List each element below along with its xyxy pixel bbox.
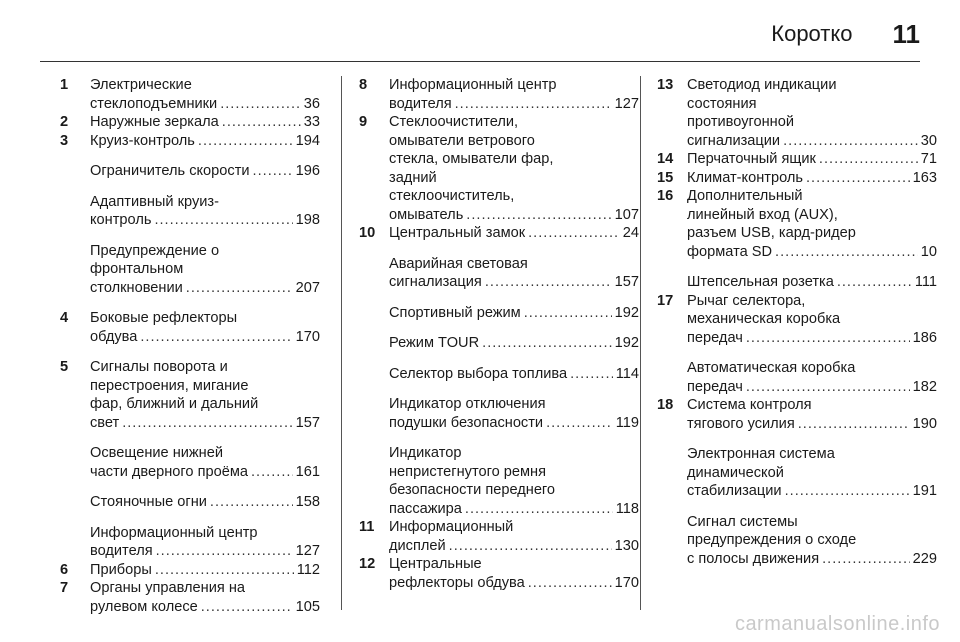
entry-text: Перчаточный ящик xyxy=(687,151,816,167)
toc-entry[interactable] xyxy=(40,358,320,432)
entry-text: тягового усилия xyxy=(687,415,795,432)
page-ref[interactable]: 30 xyxy=(920,132,937,149)
page-ref[interactable]: 10 xyxy=(920,243,937,260)
entry-text: передач xyxy=(687,378,743,395)
toc-entry[interactable] xyxy=(359,518,639,555)
dot-leader xyxy=(775,243,918,262)
entry-text-line: динамической xyxy=(687,464,784,481)
entry-text-line: Органы управления на xyxy=(90,580,246,596)
entry-number: 1 xyxy=(60,77,69,93)
entry-text-line: Индикатор xyxy=(389,445,462,461)
page-ref[interactable]: 130 xyxy=(614,537,639,554)
page-ref[interactable]: 190 xyxy=(912,415,937,432)
page-ref[interactable]: 111 xyxy=(914,274,937,290)
entry-last-line xyxy=(90,414,320,433)
page-ref[interactable]: 163 xyxy=(912,169,937,186)
watermark: carmanualsonline.info xyxy=(734,613,940,635)
toc-entry[interactable] xyxy=(359,395,639,432)
entry-text: пассажира xyxy=(389,500,462,517)
entry-last-line xyxy=(687,243,937,262)
entry-last-line xyxy=(687,169,937,188)
toc-entry[interactable] xyxy=(359,365,639,384)
column-divider xyxy=(341,76,342,610)
entry-number: 15 xyxy=(657,169,674,186)
column-divider xyxy=(640,76,641,610)
dot-leader xyxy=(154,211,292,230)
dot-leader xyxy=(783,132,918,151)
page-ref[interactable]: 127 xyxy=(614,95,639,112)
toc-entry[interactable] xyxy=(359,224,639,243)
entry-number: 4 xyxy=(60,310,69,326)
entry-last-line xyxy=(90,279,320,298)
page-header xyxy=(40,14,920,54)
entry-last-line xyxy=(687,378,937,397)
entry-text: водителя xyxy=(90,543,153,559)
page-ref[interactable]: 191 xyxy=(912,483,937,499)
entry-text-line: Рычаг селектора, xyxy=(687,292,806,309)
entry-text-line: стеклоочиститель, xyxy=(389,188,515,204)
page-ref[interactable]: 196 xyxy=(295,163,320,179)
dot-leader xyxy=(546,414,613,433)
entry-last-line xyxy=(90,328,320,347)
dot-leader xyxy=(485,273,612,292)
entry-text-line: фар, ближний и дальний xyxy=(90,396,259,412)
entry-last-line xyxy=(389,273,639,292)
page-ref[interactable]: 186 xyxy=(912,329,937,346)
page-ref[interactable]: 119 xyxy=(615,414,639,431)
toc-entry[interactable] xyxy=(657,396,937,433)
toc-entry[interactable] xyxy=(657,445,937,501)
entry-text-line: безопасности переднего xyxy=(389,482,556,498)
entry-text-line: разъем USB, кард-ридер xyxy=(687,225,856,241)
entry-number: 5 xyxy=(60,359,69,375)
entry-last-line xyxy=(90,598,320,617)
entry-last-line xyxy=(389,414,639,433)
dot-leader xyxy=(140,328,292,347)
dot-leader xyxy=(201,598,293,617)
toc-entry[interactable] xyxy=(657,169,937,188)
page-ref[interactable]: 207 xyxy=(295,279,320,296)
entry-text: части дверного проёма xyxy=(90,463,248,480)
entry-text-line: Стеклоочистители, xyxy=(389,114,519,130)
entry-last-line xyxy=(389,95,639,114)
entry-last-line xyxy=(687,273,937,292)
entry-text-line: Электронная система xyxy=(687,446,835,462)
toc-entry[interactable] xyxy=(40,524,320,561)
entry-text: Спортивный режим xyxy=(389,304,521,321)
entry-text-line: Аварийная световая xyxy=(389,255,528,272)
entry-text: сигнализации xyxy=(687,132,781,149)
dot-leader xyxy=(222,113,301,132)
page-ref[interactable]: 194 xyxy=(295,132,320,149)
entry-text: Ограничитель скорости xyxy=(90,163,250,179)
toc-entry[interactable] xyxy=(40,132,320,151)
toc-entry[interactable] xyxy=(657,76,937,150)
entry-last-line xyxy=(687,150,937,169)
toc-entry[interactable] xyxy=(657,359,937,396)
dot-leader xyxy=(251,463,293,482)
page-ref[interactable]: 157 xyxy=(295,414,320,431)
toc-entry[interactable] xyxy=(359,444,639,518)
toc-entry[interactable] xyxy=(40,444,320,481)
entry-text: передач xyxy=(687,329,743,346)
entry-text-line: омыватели ветрового xyxy=(389,132,535,149)
entry-last-line xyxy=(389,334,639,353)
toc-entry[interactable] xyxy=(40,76,320,113)
entry-text-line: противоугонной xyxy=(687,114,794,130)
entry-text-line: предупреждения о сходе xyxy=(687,532,857,548)
toc-entry[interactable] xyxy=(359,76,639,113)
dot-leader xyxy=(819,150,918,169)
entry-last-line xyxy=(687,550,937,569)
entry-text: с полосы движения xyxy=(687,550,820,567)
toc-entry[interactable] xyxy=(40,579,320,616)
entry-text-line: Информационный xyxy=(389,519,514,535)
entry-number: 10 xyxy=(359,225,376,241)
entry-text: рефлекторы обдува xyxy=(389,574,525,591)
entry-last-line xyxy=(687,415,937,434)
entry-text: свет xyxy=(90,414,120,431)
page-ref[interactable]: 114 xyxy=(615,365,639,382)
toc-entry[interactable] xyxy=(359,304,639,323)
entry-text-line: Индикатор отключения xyxy=(389,396,546,412)
page-ref[interactable]: 157 xyxy=(614,274,639,290)
entry-number: 8 xyxy=(359,77,368,93)
dot-leader xyxy=(198,132,293,151)
entry-text: Климат-контроль xyxy=(687,169,803,186)
page-ref[interactable]: 198 xyxy=(295,212,320,228)
entry-text-line: непристегнутого ремня xyxy=(389,463,546,480)
entry-text-line: Освещение нижней xyxy=(90,445,223,461)
toc-column-3 xyxy=(657,76,937,568)
dot-leader xyxy=(524,304,612,323)
toc-entry[interactable] xyxy=(359,255,639,292)
page-ref[interactable]: 161 xyxy=(295,463,320,480)
dot-leader xyxy=(806,169,910,188)
dot-leader xyxy=(746,329,910,348)
entry-last-line xyxy=(389,304,639,323)
entry-text: дисплей xyxy=(389,537,446,554)
toc-entry[interactable] xyxy=(40,309,320,346)
dot-leader xyxy=(837,273,912,292)
dot-leader xyxy=(455,95,612,114)
entry-text-line: перестроения, мигание xyxy=(90,377,249,394)
entry-text-line: Сигналы поворота и xyxy=(90,359,228,375)
page-ref[interactable]: 182 xyxy=(912,378,937,395)
page-ref[interactable]: 118 xyxy=(615,500,639,517)
page-ref[interactable]: 158 xyxy=(295,494,320,510)
toc-entry[interactable] xyxy=(40,113,320,132)
dot-leader xyxy=(785,482,910,501)
entry-number: 18 xyxy=(657,397,674,413)
entry-text: Штепсельная розетка xyxy=(687,274,834,290)
entry-last-line xyxy=(90,95,320,114)
entry-number: 13 xyxy=(657,77,674,93)
dot-leader xyxy=(570,365,613,384)
dot-leader xyxy=(465,500,613,519)
toc-entry[interactable] xyxy=(359,555,639,592)
page-ref[interactable]: 33 xyxy=(303,114,320,130)
toc-entry[interactable] xyxy=(40,561,320,580)
entry-last-line xyxy=(90,162,320,181)
page-ref[interactable]: 229 xyxy=(912,550,937,567)
dot-leader xyxy=(482,334,612,353)
entry-text: Режим TOUR xyxy=(389,335,480,351)
toc-entry[interactable] xyxy=(40,242,320,298)
page-ref[interactable]: 112 xyxy=(296,561,320,578)
entry-text: рулевом колесе xyxy=(90,598,198,615)
entry-text-line: Боковые рефлекторы xyxy=(90,310,238,326)
entry-text-line: линейный вход (AUX), xyxy=(687,206,838,223)
toc-entry[interactable] xyxy=(657,513,937,569)
entry-text: Наружные зеркала xyxy=(90,114,219,130)
toc-column-1 xyxy=(40,76,320,616)
dot-leader xyxy=(186,279,293,298)
entry-last-line xyxy=(687,329,937,348)
entry-number: 7 xyxy=(60,580,69,596)
entry-last-line xyxy=(90,561,320,580)
entry-number: 3 xyxy=(60,132,69,149)
entry-text-line: Сигнал системы xyxy=(687,513,798,530)
entry-number: 11 xyxy=(359,519,375,535)
dot-leader xyxy=(210,493,293,512)
entry-text: обдува xyxy=(90,328,138,345)
entry-number: 14 xyxy=(657,151,674,167)
toc-entry[interactable] xyxy=(657,292,937,348)
dot-leader xyxy=(220,95,301,114)
page-ref[interactable]: 107 xyxy=(614,206,639,223)
dot-leader xyxy=(822,550,910,569)
entry-number: 2 xyxy=(60,114,69,130)
entry-text: формата SD xyxy=(687,243,773,260)
dot-leader xyxy=(466,206,611,225)
page-number: 11 xyxy=(892,18,920,49)
entry-text-line: Электрические xyxy=(90,77,192,93)
entry-text-line: Информационный центр xyxy=(389,77,557,93)
entry-text: омыватель xyxy=(389,206,464,223)
entry-text-line: стекла, омыватели фар, xyxy=(389,151,554,167)
entry-text-line: механическая коробка xyxy=(687,311,841,327)
entry-last-line xyxy=(389,574,639,593)
entry-last-line xyxy=(90,542,320,561)
dot-leader xyxy=(798,415,910,434)
entry-text-line: Адаптивный круиз- xyxy=(90,193,219,210)
entry-text: водителя xyxy=(389,95,452,112)
entry-text: столкновении xyxy=(90,279,183,296)
entry-last-line xyxy=(90,493,320,512)
entry-text-line: Система контроля xyxy=(687,397,812,413)
entry-text-line: Автоматическая коробка xyxy=(687,360,856,376)
entry-number: 6 xyxy=(60,561,69,578)
entry-text-line: состояния xyxy=(687,95,757,112)
toc-entry[interactable] xyxy=(657,150,937,169)
page-title: Коротко xyxy=(771,21,853,46)
entry-text: стабилизации xyxy=(687,483,782,499)
dot-leader xyxy=(746,378,910,397)
entry-number: 16 xyxy=(657,188,674,204)
entry-number: 12 xyxy=(359,556,376,572)
entry-number: 17 xyxy=(657,292,674,309)
toc-entry[interactable] xyxy=(657,187,937,261)
entry-last-line xyxy=(389,224,639,243)
page-ref[interactable]: 170 xyxy=(295,328,320,345)
entry-text-line: Светодиод индикации xyxy=(687,77,837,93)
page-ref[interactable]: 170 xyxy=(614,574,639,591)
entry-last-line xyxy=(90,113,320,132)
entry-last-line xyxy=(389,206,639,225)
entry-last-line xyxy=(687,482,937,501)
entry-text: Селектор выбора топлива xyxy=(389,365,568,382)
toc-entry[interactable] xyxy=(359,334,639,353)
toc-entry[interactable] xyxy=(359,113,639,224)
entry-text-line: Дополнительный xyxy=(687,188,803,204)
page-ref[interactable]: 192 xyxy=(614,335,639,351)
entry-text: контроль xyxy=(90,212,152,228)
dot-leader xyxy=(449,537,612,556)
toc-column-2 xyxy=(359,76,639,592)
entry-text: стеклоподъемники xyxy=(90,95,218,112)
page-ref[interactable]: 105 xyxy=(295,598,320,615)
toc-entry[interactable] xyxy=(40,493,320,512)
dot-leader xyxy=(122,414,292,433)
entry-text-line: Предупреждение о xyxy=(90,242,220,259)
entry-text: Стояночные огни xyxy=(90,494,207,510)
entry-last-line xyxy=(687,132,937,151)
entry-last-line xyxy=(90,132,320,151)
entry-text-line: фронтальном xyxy=(90,261,184,277)
toc-entry[interactable] xyxy=(40,193,320,230)
page-ref[interactable]: 127 xyxy=(295,543,320,559)
toc-entry[interactable] xyxy=(40,162,320,181)
page-ref[interactable]: 71 xyxy=(920,151,937,167)
dot-leader xyxy=(528,224,620,243)
entry-text-line: задний xyxy=(389,169,437,186)
dot-leader xyxy=(155,561,294,580)
entry-text: Центральный замок xyxy=(389,225,526,241)
entry-text: Круиз-контроль xyxy=(90,132,195,149)
toc-entry[interactable] xyxy=(657,273,937,292)
entry-text: Приборы xyxy=(90,561,152,578)
dot-leader xyxy=(528,574,612,593)
entry-text-line: Центральные xyxy=(389,556,482,572)
entry-last-line xyxy=(389,365,639,384)
entry-text: сигнализация xyxy=(389,274,482,290)
entry-text: подушки безопасности xyxy=(389,414,544,431)
dot-leader xyxy=(156,542,293,561)
entry-last-line xyxy=(90,211,320,230)
dot-leader xyxy=(253,162,293,181)
page-ref[interactable]: 24 xyxy=(622,225,639,241)
entry-number: 9 xyxy=(359,114,368,130)
entry-last-line xyxy=(90,463,320,482)
entry-last-line xyxy=(389,537,639,556)
header-rule xyxy=(40,61,920,62)
page-ref[interactable]: 192 xyxy=(614,304,639,321)
entry-last-line xyxy=(389,500,639,519)
entry-text-line: Информационный центр xyxy=(90,524,258,541)
page-ref[interactable]: 36 xyxy=(303,95,320,112)
